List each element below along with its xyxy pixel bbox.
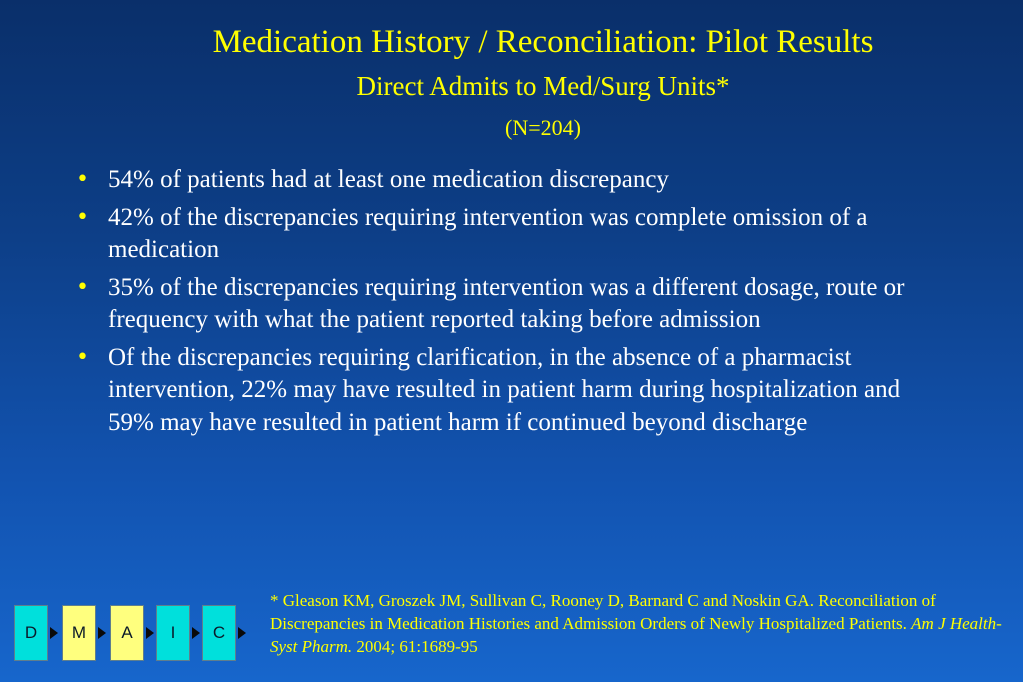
bullet-text: Of the discrepancies requiring clarification, in the absence of a pharmacist intervention, 22% may have resulted in patient harm during hospitalization and 59% may have resulted in patient harm if continued beyond discharge [108, 343, 901, 436]
dmaic-step-define: D [14, 605, 48, 661]
arrow-right-icon [50, 627, 58, 639]
dmaic-step-analyze: A [110, 605, 144, 661]
sample-size: (N=204) [505, 115, 581, 140]
reference-footnote [270, 589, 1015, 658]
footnote-journal: Am J Health-Syst Pharm. [270, 614, 1002, 656]
bullet-icon: • [76, 167, 89, 192]
bullet-text: 54% of patients had at least one medication discrepancy [108, 166, 669, 193]
arrow-right-icon [192, 627, 200, 639]
bullet-text: 42% of the discrepancies requiring intervention was complete omission of a medication [108, 203, 868, 263]
bullet-item [76, 202, 936, 267]
slide-title: Medication History / Reconciliation: Pilot Results [212, 24, 874, 60]
bullet-list [76, 164, 936, 444]
footnote-citation: 2004; 61:1689-95 [352, 637, 478, 656]
dmaic-step-control: C [202, 605, 236, 661]
bullet-item [76, 342, 936, 440]
bullet-icon: • [76, 274, 89, 300]
bullet-icon: • [76, 204, 89, 230]
arrow-right-icon [238, 627, 246, 639]
footnote-authors-title: * Gleason KM, Groszek JM, Sullivan C, Rooney D, Barnard C and Noskin GA. Reconciliation of Discrepancies in Medication Histories and Admission Orders of Newly Hospitalized Patients. [270, 591, 936, 633]
arrow-right-icon [146, 627, 154, 639]
arrow-right-icon [98, 627, 106, 639]
dmaic-step-improve: I [156, 605, 190, 661]
bullet-item [76, 164, 936, 197]
slide-subtitle: Direct Admits to Med/Surg Units* [356, 71, 730, 101]
bullet-item [76, 272, 936, 337]
bullet-text: 35% of the discrepancies requiring intervention was a different dosage, route or frequency with what the patient reported taking before admission [108, 273, 905, 333]
dmaic-step-measure: M [62, 605, 96, 661]
bullet-icon: • [76, 344, 89, 370]
dmaic-diagram [14, 605, 250, 661]
